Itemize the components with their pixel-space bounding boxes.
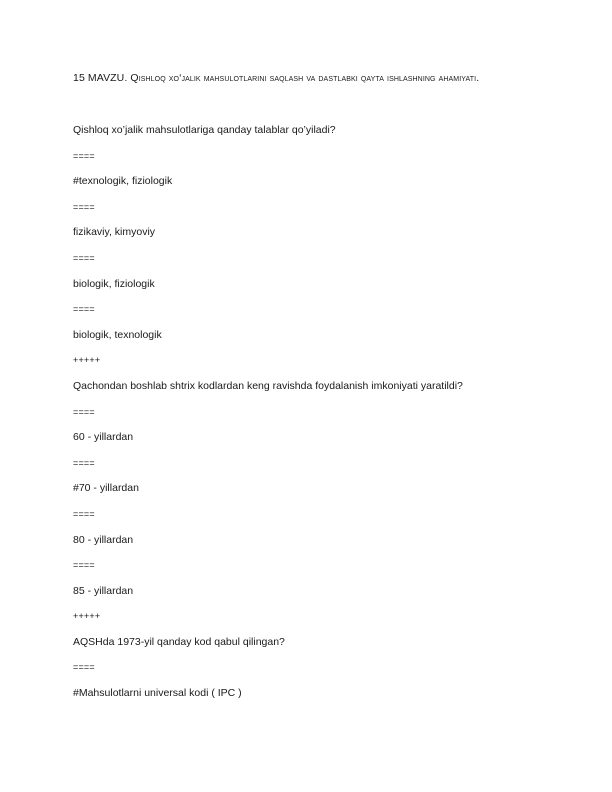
document-title <box>73 72 593 84</box>
title-number: 15 MAVZU. <box>73 72 128 84</box>
answer-option: #70 - yillardan <box>73 482 139 495</box>
answer-option: biologik, texnologik <box>73 328 162 341</box>
answer-option: biologik, fiziologik <box>73 277 155 290</box>
title-text: Qishloq xo‘jalik mahsulotlarini saqlash va dastlabki qayta ishlashning ahamiyati. <box>130 72 480 84</box>
separator: ==== <box>73 508 95 519</box>
separator: ==== <box>73 406 95 417</box>
separator: ==== <box>73 560 95 571</box>
question-3: AQSHda 1973-yil qanday kod qabul qilingan? <box>73 635 285 648</box>
question-separator: +++++ <box>73 355 101 366</box>
question-1: Qishloq xo’jalik mahsulotlariga qanday talablar qo’yiladi? <box>73 124 336 136</box>
separator: ==== <box>73 150 95 161</box>
answer-option: #texnologik, fiziologik <box>73 175 173 188</box>
answer-option: #Mahsulotlarni universal kodi ( IPC ) <box>73 687 242 700</box>
separator: ==== <box>73 201 95 212</box>
separator: ==== <box>73 304 95 315</box>
separator: ==== <box>73 252 95 263</box>
separator: ==== <box>73 662 95 673</box>
answer-option: 85 - yillardan <box>73 584 134 597</box>
separator: ==== <box>73 457 95 468</box>
question-2: Qachondan boshlab shtrix kodlardan keng ravishda foydalanish imkoniyati yaratildi? <box>73 379 463 392</box>
question-list <box>73 124 593 713</box>
answer-option: fizikaviy, kimyoviy <box>73 226 156 239</box>
answer-option: 60 - yillardan <box>73 431 134 444</box>
question-separator: +++++ <box>73 611 101 622</box>
answer-option: 80 - yillardan <box>73 533 134 546</box>
